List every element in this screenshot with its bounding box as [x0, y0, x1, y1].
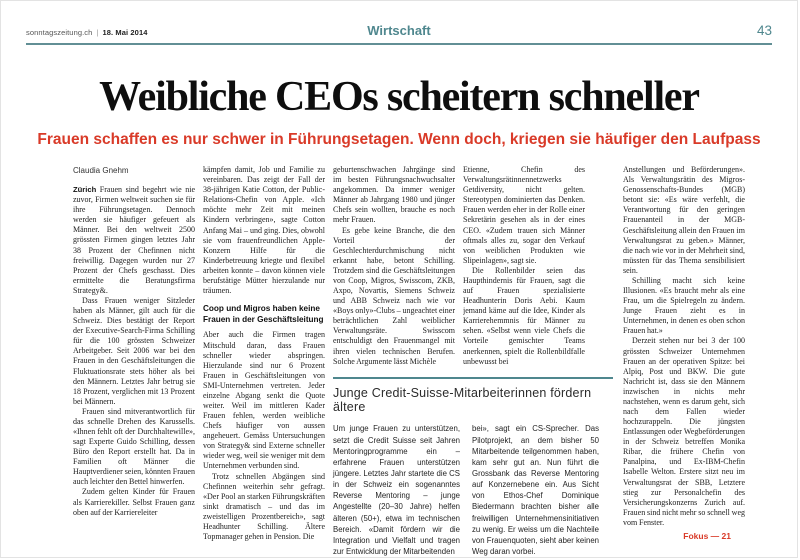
- headline: Weibliche CEOs scheitern schneller: [99, 74, 699, 120]
- middle-columns: [333, 165, 600, 557]
- column-1: [73, 165, 195, 557]
- paragraph: Schilling macht sich keine Illusionen. «Es braucht mehr als eine Frau, um die Spielregeln zu ändern. Junge Frauen zieht es in Unternehmen, in denen es oben schon Frauen hat.»: [623, 275, 745, 336]
- section-title: Wirtschaft: [367, 23, 431, 38]
- subtitle: Frauen schaffen es nur schwer in Führungsetagen. Wenn doch, kriegen sie häufiger den Laufpass: [37, 131, 761, 149]
- column-3: [333, 165, 455, 367]
- paragraph: [73, 185, 195, 296]
- box-column-1: Um junge Frauen zu unterstützen, setzt die Credit Suisse seit Jahren Mentoringprogramme ein – erfahrene Frauen unterstützen jüngere. Letztes Jahr startete die CS in der Schweiz ein sogenanntes Reverse Mentoring – junge Angestellte (20–30 Jahre) helfen älteren (50+), etwa im technischen Bereich. «Damit fördern wir die Integration und Vielfalt und tragen zur Entwicklung der Mitarbeitenden: [333, 424, 460, 556]
- paragraph-text: Frauen sind begehrt wie nie zuvor, Firmen weltweit suchen sie für ihre Führungsetagen. Dennoch werden sie häufiger gefeuert als Männer. Bei den weltweit 2500 grössten Firmen gingen letztes Jahr 38 Prozent der Chefinnen nicht freiwillig. Dagegen wurden nur 27 Prozent der Chefs geschasst. Dies ermittelte die Beratungsfirma Strategy&.: [73, 185, 195, 295]
- paragraph: Zudem gelten Kinder für Frauen als Karrierekiller. Selbst Frauen ganz oben auf der Karriereleiter: [73, 487, 195, 517]
- subhead: Coop und Migros haben keine Frauen in der Geschäftsleitung: [203, 304, 324, 324]
- meta-separator: |: [96, 28, 99, 37]
- paragraph: Die Rollenbilder seien das Haupthindernis für Frauen, sagt die auf Frauen spezialisierte Headhunterin Doris Aebi. Kaum jemand käme auf die Idee, Kinder als Karrierehemmnis für Männer zu sehen. «Selbst wenn viele Chefs die Vorteile gemischter Teams anerkennen, spielt die Rollenbildfalle unbewusst bei: [463, 265, 585, 366]
- masthead: sonntagszeitung.ch: [26, 28, 93, 37]
- paragraph: kämpfen damit, Job und Familie zu vereinbaren. Das zeigt der Fall der 38-jährigen Katie Cotton, der Public-Relations-Chefin von Apple. «Ich möchte mehr Zeit mit meinen Kindern verbringen», sagte Cotton Anfang Mai – und ging. Dies, obwohl sie vom frauenfreundlichen Apple-Konzern Hilfe für die Kinderbetreuung kriegte und flexibel arbeiten konnte – davon können viele berufstätige Mütter hierzulande nur träumen.: [203, 165, 325, 296]
- column-4: [463, 165, 585, 367]
- related-box: [333, 377, 613, 557]
- paragraph: Es gebe keine Branche, die den Vorteil der Geschlechterdurchmischung nicht erkannt habe, betont Schilling. Trotzdem sind die Geschäftsleitungen von Coop, Migros, Swisscom, ZKB, Axpo, Novartis, Siemens Schweiz und ABB Schweiz nach wie vor «Boys only»-Clubs – ungeachtet einer beträchtlichen Zahl weiblicher Verwaltungsräte. Swisscom entschuldigt den Frauenmangel mit ihren vielen technischen Berufen. Solche Argumente lässt Michèle: [333, 225, 455, 366]
- page-number: 43: [756, 23, 772, 38]
- paragraph: Anstellungen und Beförderungen». Als Verwaltungsrätin des Migros-Genossenschafts-Bundes (MGB) betont sie: «Es wäre verfehlt, die Verantwortung für den geringen Frauenanteil in der MGB-Geschäftsleitung allein den Frauen im Verwaltungsrat zu geben.» Männer, die nach wie vor in der Mehrheit sind, müssten für das Thema sensibilisiert sein.: [623, 165, 745, 275]
- issue-date: 18. Mai 2014: [102, 28, 148, 37]
- paragraph: Aber auch die Firmen tragen Mitschuld daran, dass Frauen schneller wieder abspringen. Hierzulande sind nur 6 Prozent Frauen in Geschäftsleitungen von SMI-Unternehmen vertreten. Jeder einzelne Abgang senkt die Quote weiter. Weil im mittleren Kader Frauen fehlen, werden weibliche Chefs häufiger von aussen angeheuert. Gemäss Untersuchungen von Strategy& sind Externe schneller wieder weg, weil sie weniger mit dem Unternehmen verbunden sind.: [203, 330, 325, 471]
- byline: Claudia Gnehm: [73, 166, 129, 176]
- paragraph: Trotz schnellen Abgängen sind Chefinnen weiterhin sehr gefragt. «Der Pool an starken Führungskräften sinkt dramatisch – und das im zweistelligen Prozentbereich», sagt Headhunter Schilling. Ältere Topmanager gehen in Pension. Die: [203, 471, 325, 541]
- page-header: [1, 1, 797, 41]
- crossref: Fokus — 21: [683, 530, 731, 541]
- paragraph: geburtenschwachen Jahrgänge sind im besten Führungsnachwuchsalter angekommen. Da immer weniger Männer ab Jahrgang 1980 und jünger Chefs sein wollten, brauche es noch mehr Frauen.: [333, 165, 455, 225]
- article-columns: [73, 165, 751, 557]
- paragraph: Dass Frauen weniger Sitzleder haben als Männer, gilt auch für die Schweiz. Dies bestätigt der Report der Executive-Search-Firma Schilling für die 100 grössten Schweizer Arbeitgeber. Seit 2006 war bei den Frauen in den Geschäftsleitungen die Fluktuationsrate stets höher als bei den Männern. Letztes Jahr betrug sie 18 Prozent, verglichen mit 13 Prozent bei Männern.: [73, 295, 195, 406]
- dateline: Zürich: [73, 185, 97, 195]
- masthead-date: [26, 28, 367, 37]
- paragraph: Derzeit stehen nur bei 3 der 100 grössten Schweizer Unternehmen Frauen an der operativen Spitze: bei Alpiq, Post und BKW. Die gute Nachricht ist, dass sie den Männern inzwischen in nichts mehr nachstehen, wenn es darum geht, sich nach dem Fallen wieder hochzurappeln. Die jüngsten Entlassungen oder Wegbeförderungen in der Schweiz betreffen Monika Ribar, die frühere Chefin von Panalpina, und Ex-IBM-Chefin Isabelle Welton. Erstere sitzt neu im Verwaltungsrat der SBB, Letztere stieg zur Personalchefin des Versicherungskonzerns Zurich auf. Frauen sind nicht mehr so schnell weg vom Fenster.: [623, 336, 745, 527]
- header-rule: [26, 43, 772, 45]
- column-5: [623, 165, 745, 557]
- box-title: Junge Credit-Suisse-Mitarbeiterinnen fördern ältere: [333, 386, 592, 415]
- box-column-2: bei», sagt ein CS-Sprecher. Das Pilotprojekt, an dem bisher 50 Mitarbeitende teilgenommen haben, kam sehr gut an. Nun führt die Grossbank das Reverse Mentoring auf Konzernebene ein. Aus Sicht von Ethos-Chef Dominique Biedermann brachten bisher alle freiwilligen Unternehmensinitiativen zu wenig. Er weiss um die Nachteile von Frauenquoten, sieht aber keinen Weg daran vorbei.: [472, 424, 600, 556]
- paragraph: Frauen sind mitverantwortlich für das schnelle Drehen des Karussells. «Ihnen fehlt oft der Durchhaltewille», sagt Experte Guido Schilling, dessen Büro den Report erstellt hat. Da in Familien oft Männer die Hauptverdiener seien, könnten Frauen auch leichter den Bettel hinwerfen.: [73, 406, 195, 487]
- column-2: [203, 165, 325, 557]
- paragraph: Etienne, Chefin des Verwaltungsrätinnennetzwerks Getdiversity, nicht gelten. Stereotypen dominierten das Denken. Frauen werden eher in der Rolle einer Sekretärin gesehen als in der eines CEO. «Zudem trauen sich Männer oftmals alles zu, sogar den Verkauf von weiblichen Produkten wie Slipeinlagen», sagt sie.: [463, 165, 585, 265]
